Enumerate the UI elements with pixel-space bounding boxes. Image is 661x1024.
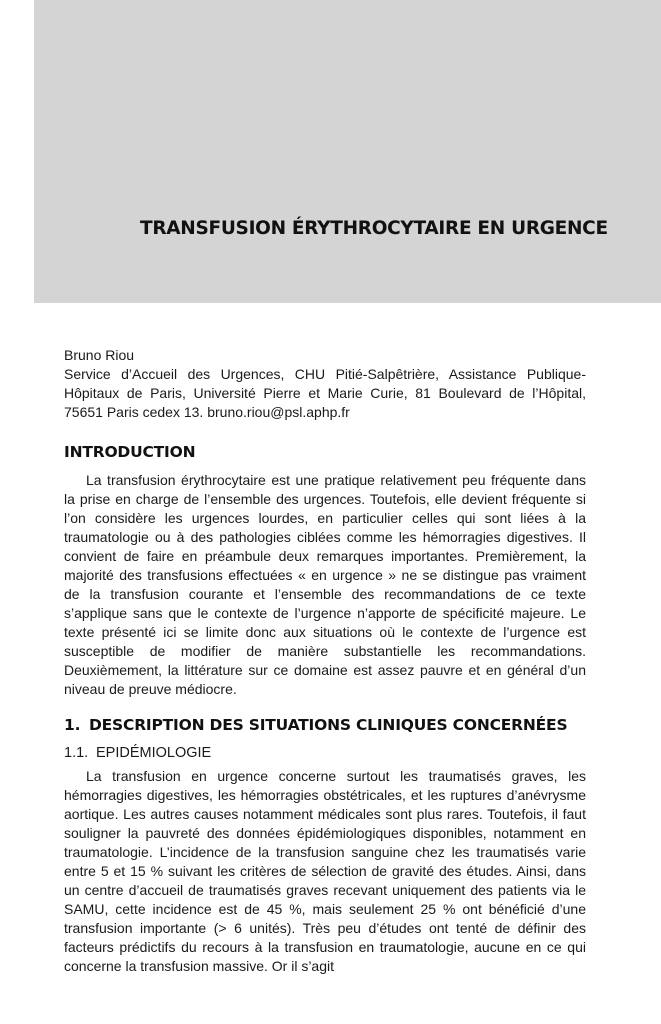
subsection-1-1-heading xyxy=(64,744,586,763)
title-banner xyxy=(34,0,661,303)
subsection-1-1-number: 1.1. xyxy=(64,745,89,761)
section-1-title: DESCRIPTION DES SITUATIONS CLINIQUES CONCERNÉES xyxy=(89,716,568,734)
author-affiliation: Service d’Accueil des Urgences, CHU Pitié-Salpêtrière, Assistance Publique-Hôpitaux de Paris, Université Pierre et Marie Curie, 81 Boulevard de l’Hôpital, 75651 Paris cedex 13. bruno.riou@psl.aphp.fr xyxy=(64,366,586,420)
author-name: Bruno Riou xyxy=(64,347,135,363)
section-1-heading xyxy=(64,716,586,735)
page-title: TRANSFUSION ÉRYTHROCYTAIRE EN URGENCE xyxy=(140,218,608,239)
section-1-number: 1. xyxy=(64,716,81,734)
author-block xyxy=(64,346,586,422)
introduction-paragraph: La transfusion érythrocytaire est une pratique relativement peu fréquente dans la prise en charge de l’ensemble des urgences. Toutefois, elle devient fréquente si l’on considère les urgences lourdes, en particulier celles qui sont liées à la traumatologie ou à des pathologies ciblées comme les hémorragies digestives. Il convient de faire en préambule deux remarques importantes. Premièrement, la majorité des transfusions effectuées « en urgence » ne se distingue pas vraiment de la transfusion courante et l’ensemble des recommandations de ce texte s’applique sans que le contexte de l’urgence n’apporte de spécificité majeure. Le texte présenté ici se limite donc aux situations où le contexte de l’urgence est susceptible de modifier de manière substantielle les recommandations. Deuxièmement, la littérature sur ce domaine est assez pauvre et en général d’un niveau de preuve médiocre. xyxy=(64,472,586,697)
document-body xyxy=(64,346,586,976)
epidemiologie-paragraph: La transfusion en urgence concerne surtout les traumatisés graves, les hémorragies digestives, les hémorragies obstétricales, et les ruptures d’anévrysme aortique. Les autres causes notamment médicales sont plus rares. Toutefois, il faut souligner la pauvreté des données épidémiologiques disponibles, notamment en traumatologie. L’incidence de la transfusion sanguine chez les traumatisés varie entre 5 et 15 % suivant les critères de sélection de gravité des études. Ainsi, dans un centre d’accueil de traumatisés graves recevant uniquement des patients via le SAMU, cette incidence est de 45 %, mais seulement 25 % ont bénéficié d’une transfusion importante (> 6 unités). Très peu d’études ont tenté de définir des facteurs prédictifs du recours à la transfusion en traumatologie, aucune en ce qui concerne la transfusion massive. Or il s’agit xyxy=(64,768,586,974)
introduction-heading: INTRODUCTION xyxy=(64,443,196,461)
subsection-1-1-title: EPIDÉMIOLOGIE xyxy=(96,745,212,761)
